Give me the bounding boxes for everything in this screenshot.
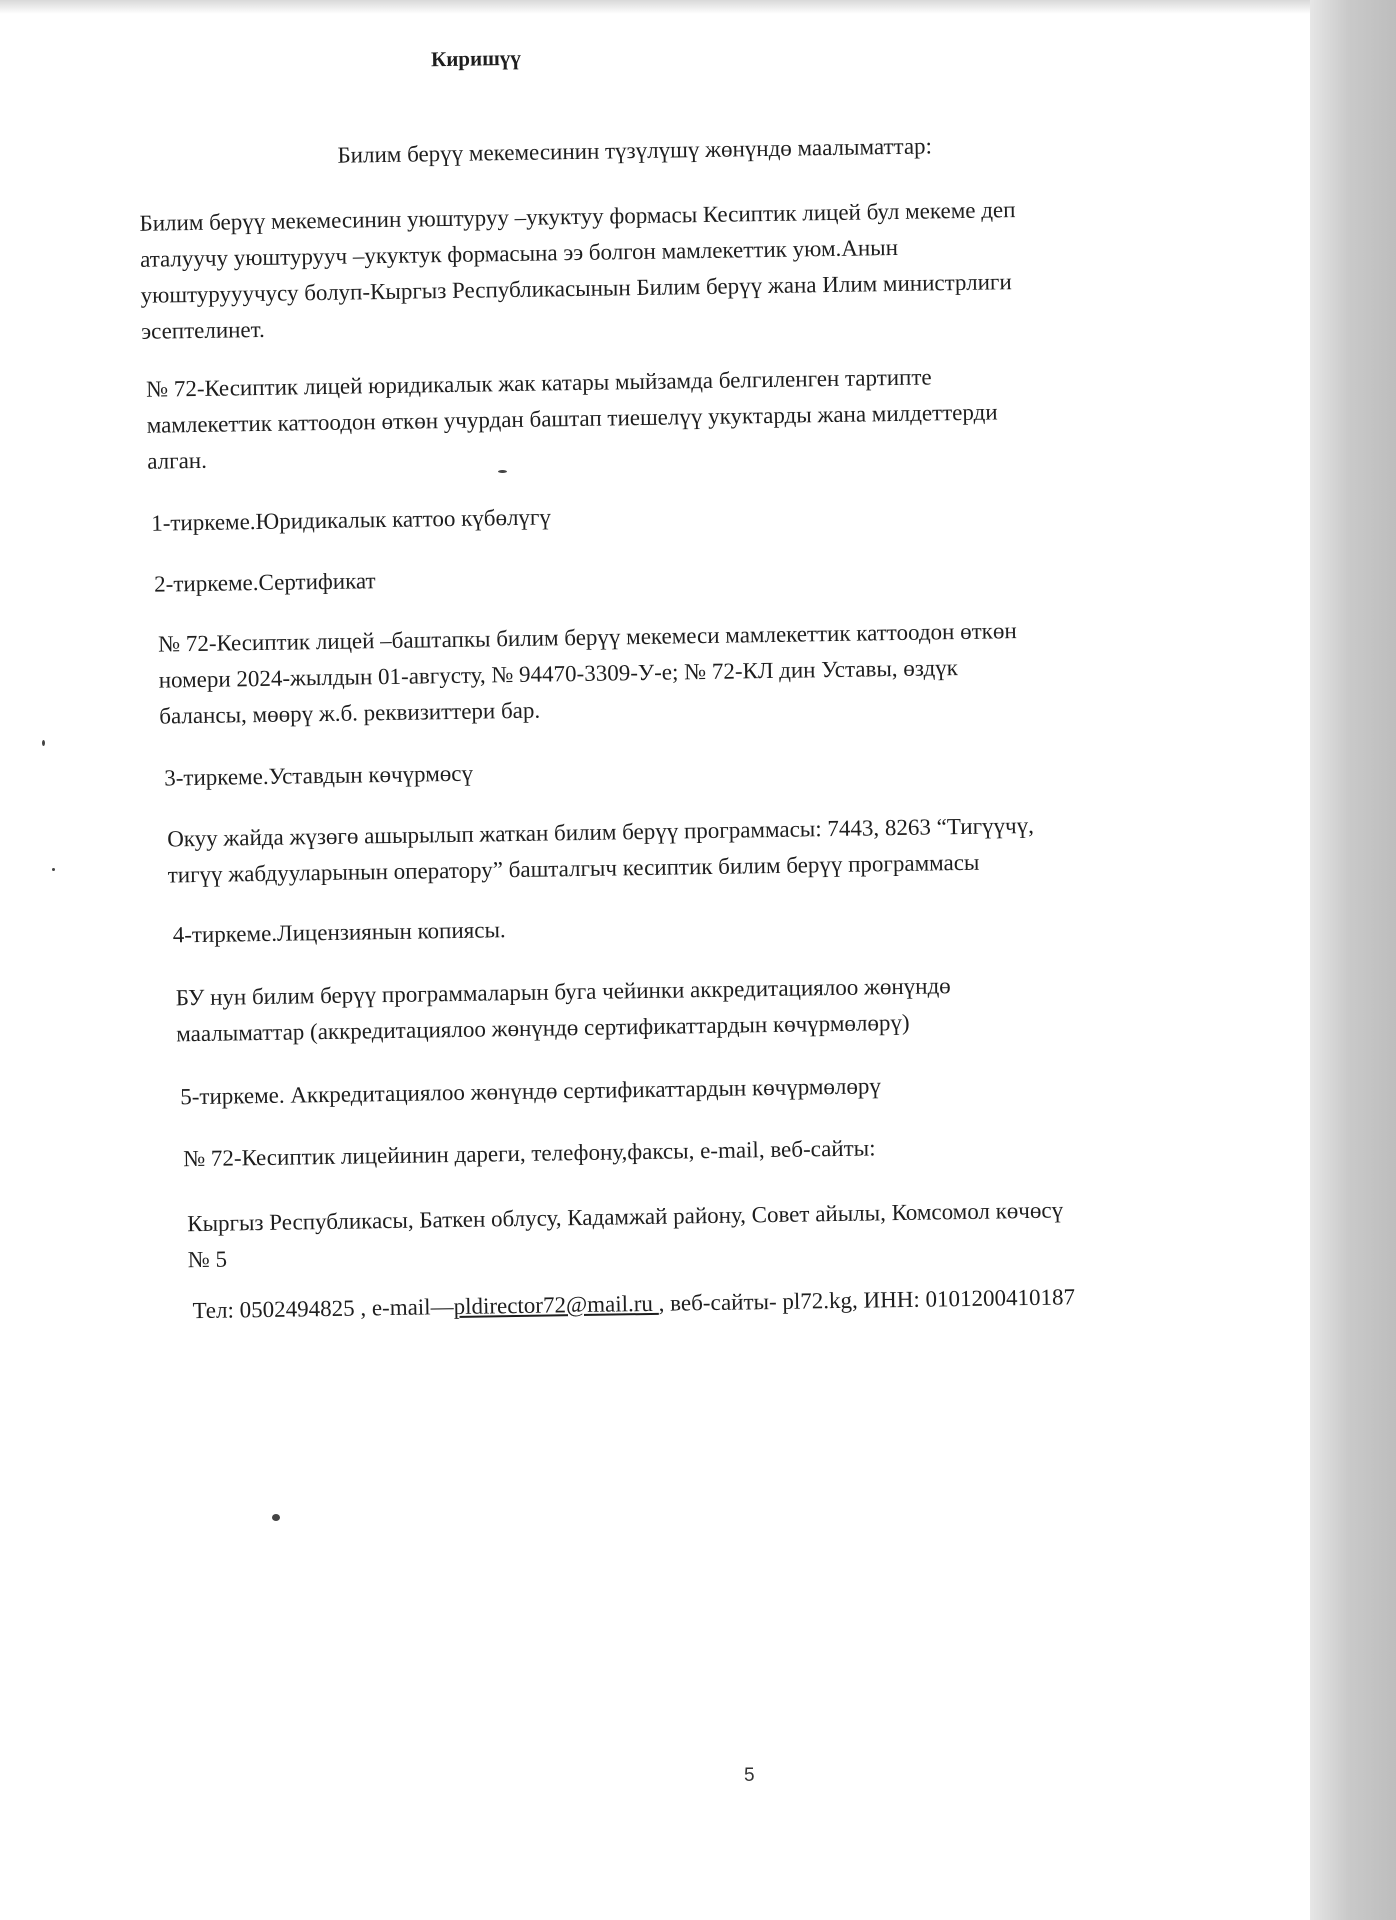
paragraph2-line3: алган. xyxy=(147,447,208,474)
paragraph5-line1: БУ нун билим берүү программаларын буга чейинки аккредитациялоо жөнүндө xyxy=(175,973,951,1011)
appendix-4: 4-тиркеме.Лицензиянын копиясы. xyxy=(172,917,506,948)
appendix-3: 3-тиркеме.Уставдын көчүрмөсү xyxy=(164,760,474,791)
appendix-2: 2-тиркеме.Сертификат xyxy=(153,568,376,597)
paragraph4-line2: тигүү жабдууларынын оператору” башталгыч кесиптик билим берүү программасы xyxy=(167,849,980,888)
paragraph3-line3: балансы, мөөрү ж.б. реквизиттери бар. xyxy=(159,697,541,729)
paragraph2-line1: № 72-Кесиптик лицей юридикалык жак катары мыйзамда белгиленген тартипте xyxy=(145,364,932,402)
scan-speck xyxy=(52,868,55,871)
paragraph4-line1: Окуу жайда жүзөгө ашырылып жаткан билим берүү программасы: 7443, 8263 “Тигүүчү, xyxy=(167,812,1035,852)
paragraph1-line2: аталуучу уюштурууч –укуктук формасына ээ болгон мамлекеттик уюм.Анын xyxy=(139,234,899,272)
address-line1: Кыргыз Республикасы, Баткен облусу, Кадамжай району, Совет айылы, Комсомол көчөсү xyxy=(187,1197,1064,1237)
paragraph3-line1: № 72-Кесиптик лицей –баштапкы билим берүү мекемеси мамлекеттик каттоодон өткөн xyxy=(157,618,1017,657)
email-link[interactable]: pldirector72@mail.ru xyxy=(453,1290,659,1320)
scan-speck xyxy=(272,1514,280,1521)
contact-line xyxy=(192,1283,1075,1325)
page-number: 5 xyxy=(744,1765,755,1786)
scan-speck xyxy=(42,740,45,746)
phone-text: Тел: 0502494825 , e-mail— xyxy=(192,1294,454,1324)
document-subtitle: Билим берүү мекемесинин түзүлүшү жөнүндө маалыматтар: xyxy=(337,133,933,168)
paragraph1-line3: уюштурууучусу болуп-Кыргыз Республикасынын Билим берүү жана Илим министрлиги xyxy=(140,269,1012,308)
document-title: Киришүү xyxy=(430,45,522,72)
paragraph2-line2: мамлекеттик каттоодон өткөн учурдан баштап тиешелүү укуктарды жана милдеттерди xyxy=(146,399,998,438)
paragraph1-line1: Билим берүү мекемесинин уюштуруу –укуктуу формасы Кесиптик лицей бул мекеме деп xyxy=(139,197,1016,236)
paragraph1-line4: эсептелинет. xyxy=(141,316,265,344)
appendix-1: 1-тиркеме.Юридикалык каттоо күбөлүгү xyxy=(151,504,552,536)
paragraph3-line2: номери 2024-жылдын 01-августу, № 94470-3309-У-е; № 72-КЛ дин Уставы, өздүк xyxy=(158,655,959,693)
paragraph5-line2: маалыматтар (аккредитациялоо жөнүндө сертификаттардын көчүрмөлөрү) xyxy=(176,1009,910,1047)
address-line2: № 5 xyxy=(187,1246,228,1273)
scan-speck xyxy=(498,470,507,473)
appendix-5: 5-тиркеме. Аккредитациялоо жөнүндө сертификаттардын көчүрмөлөрү xyxy=(180,1073,882,1110)
contacts-heading: № 72-Кесиптик лицейинин дареги, телефону,факсы, e-mail, веб-сайты: xyxy=(183,1135,876,1172)
website-inn-text: , веб-сайты- pl72.kg, ИНН: 0101200410187 xyxy=(658,1284,1076,1316)
